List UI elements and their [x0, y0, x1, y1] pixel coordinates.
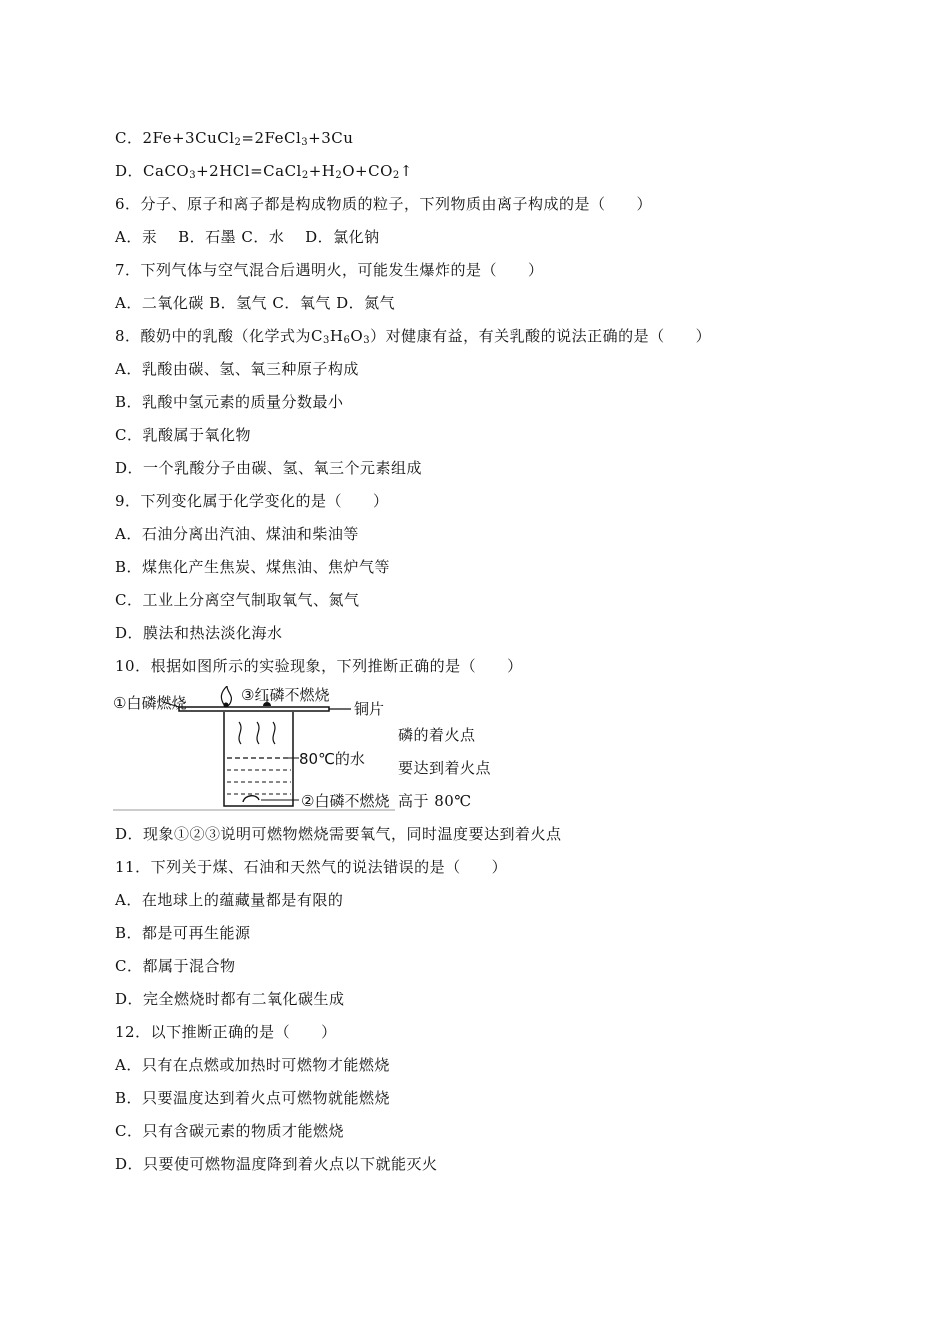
text-line-q6: 6．分子、原子和离子都是构成物质的粒子，下列物质由离子构成的是（ ） — [115, 195, 653, 213]
text-line-q9: 9．下列变化属于化学变化的是（ ） — [115, 492, 389, 510]
text-line-q7o: A．二氧化碳 B．氢气 C．氧气 D．氮气 — [115, 294, 396, 312]
text-line-q11: 11．下列关于煤、石油和天然气的说法错误的是（ ） — [115, 858, 508, 876]
label-white-phosphorus-no-burn: ②白磷不燃烧 — [301, 792, 390, 810]
text-line-q8b: B．乳酸中氢元素的质量分数最小 — [115, 393, 344, 411]
white-phosphorus-dot — [224, 703, 229, 708]
text-line-q6o: A．汞 B．石墨 C．水 D．氯化钠 — [115, 228, 380, 246]
text-line-q11d: D．完全燃烧时都有二氧化碳生成 — [115, 990, 345, 1008]
text-line-q5d: D．$CaCO_3+2HCl=CaCl_2+H_2O+CO_2↑$ — [115, 162, 413, 181]
text-line-q8a: A．乳酸由碳、氢、氧三种原子构成 — [115, 360, 359, 378]
text-line-q8: 8．酸奶中的乳酸（化学式为$C_3H_6O_3$）对健康有益，有关乳酸的说法正确的是（ ） — [115, 327, 712, 346]
text-line-q7: 7．下列气体与空气混合后遇明火，可能发生爆炸的是（ ） — [115, 261, 544, 279]
text-line-q12b: B．只要温度达到着火点可燃物就能燃烧 — [115, 1089, 391, 1107]
text-line-q12d: D．只要使可燃物温度降到着火点以下就能灭火 — [115, 1155, 438, 1173]
label-copper-plate: 铜片 — [354, 700, 385, 718]
text-line-q12: 12．以下推断正确的是（ ） — [115, 1023, 337, 1041]
label-80c-water: 80℃的水 — [299, 750, 365, 768]
text-line-q12a: A．只有在点燃或加热时可燃物才能燃烧 — [115, 1056, 390, 1074]
text-line-q9b: B．煤焦化产生焦炭、煤焦油、焦炉气等 — [115, 558, 391, 576]
text-line-q11b: B．都是可再生能源 — [115, 924, 251, 942]
text-line-q9d: D．膜法和热法淡化海水 — [115, 624, 283, 642]
label-red-phosphorus-no-burn: ③红磷不燃烧 — [241, 686, 330, 704]
text-line-q11c: C．都属于混合物 — [115, 957, 236, 975]
text-line-q8c: C．乳酸属于氧化物 — [115, 426, 251, 444]
text-line-q10d: D．现象①②③说明可燃物燃烧需要氧气，同时温度要达到着火点 — [115, 825, 562, 843]
text-line-q8d: D．一个乳酸分子由碳、氢、氧三个元素组成 — [115, 459, 423, 477]
submerged-phosphorus — [243, 796, 259, 802]
text-line-q11a: A．在地球上的蕴藏量都是有限的 — [115, 891, 344, 909]
experiment-figure — [113, 686, 395, 812]
text-line-q9a: A．石油分离出汽油、煤油和柴油等 — [115, 525, 359, 543]
q10-option-tail-c: 高于 80℃ — [398, 792, 472, 810]
copper-plate — [179, 707, 329, 711]
label-white-phosphorus-burns: ①白磷燃烧 — [113, 694, 187, 712]
text-line-q9c: C．工业上分离空气制取氧气、氮气 — [115, 591, 360, 609]
text-line-q10: 10．根据如图所示的实验现象，下列推断正确的是（ ） — [115, 657, 523, 675]
text-line-q12c: C．只有含碳元素的物质才能燃烧 — [115, 1122, 344, 1140]
q10-option-tail-b: 要达到着火点 — [398, 759, 492, 777]
text-line-q5c: C．2Fe+3CuCl$_2$=2FeCl$_3$+3Cu — [115, 129, 354, 148]
q10-option-tail-a: 磷的着火点 — [398, 726, 476, 744]
